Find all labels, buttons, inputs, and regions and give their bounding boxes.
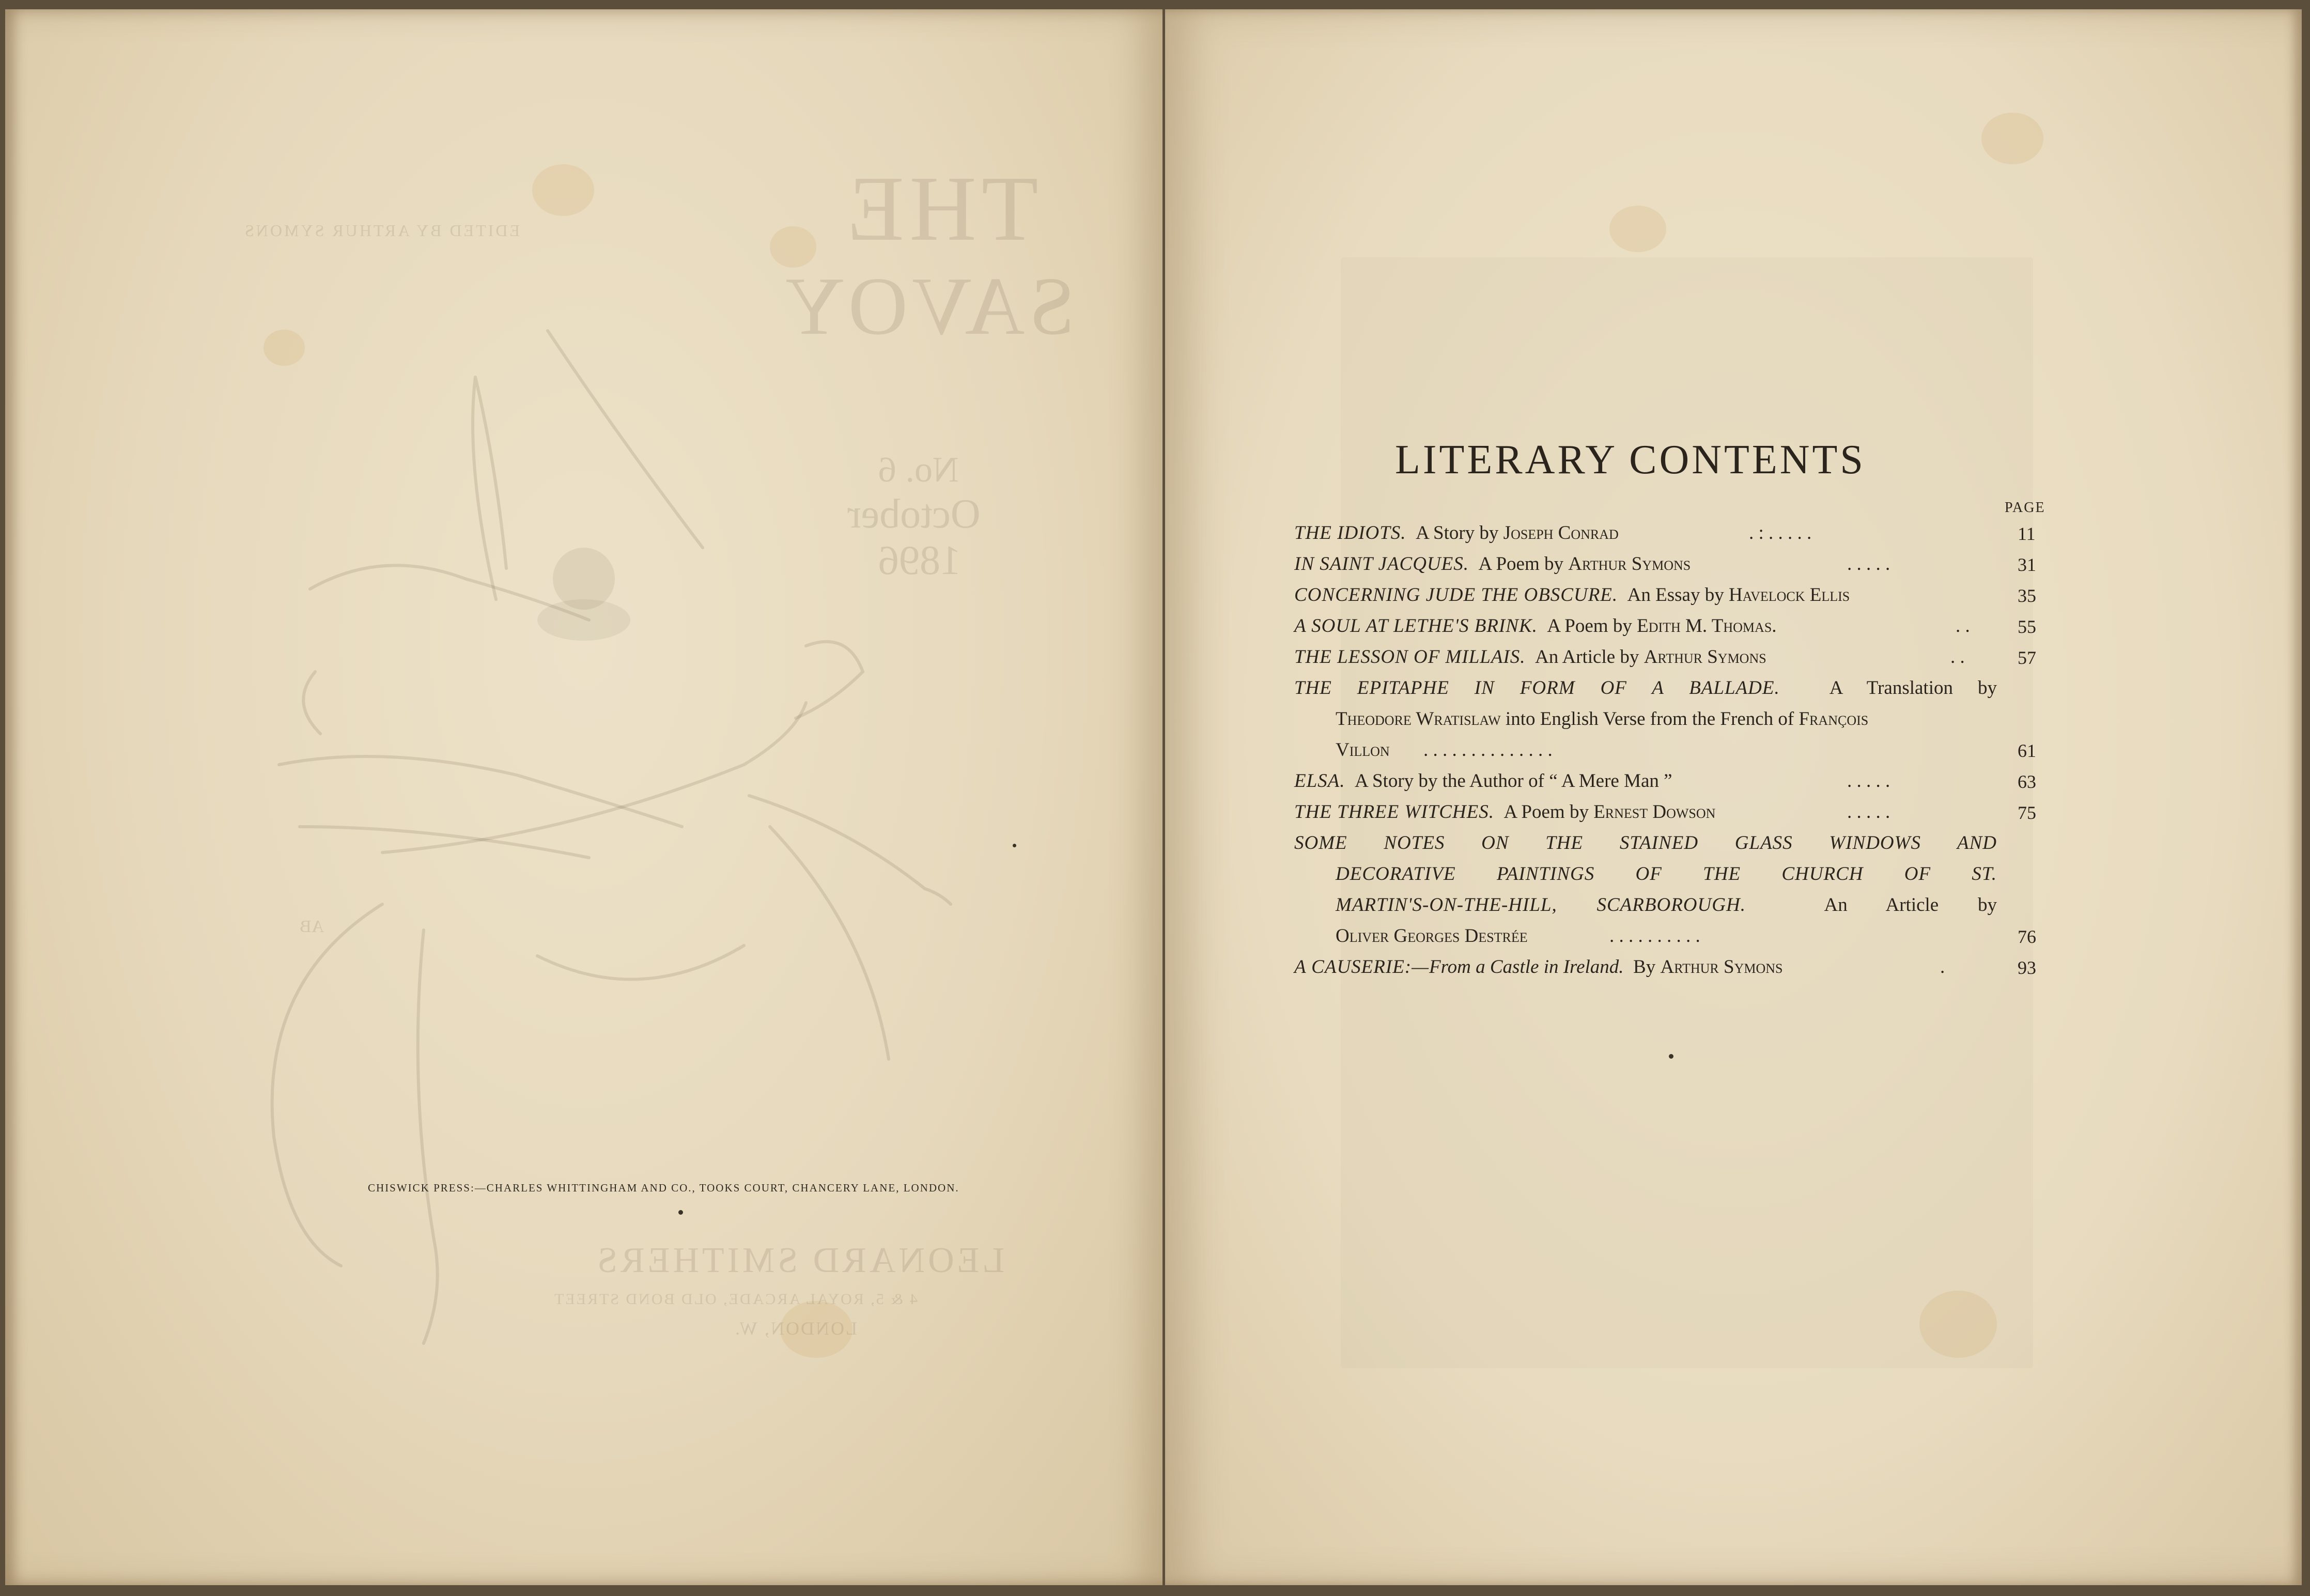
ghost-title-line2: SAVOY	[780, 260, 1075, 352]
toc-desc: By	[1633, 956, 1661, 978]
toc-leaders: . . . . . . . . . .	[1609, 925, 1700, 947]
page-column-label: PAGE	[2005, 500, 2045, 516]
foxing-spot	[1919, 1291, 1997, 1358]
toc-page-number: 61	[2018, 740, 2036, 761]
toc-author: Joseph Conrad	[1503, 522, 1619, 544]
toc-entry-continuation	[1336, 894, 1997, 920]
toc-entry-continuation	[1336, 708, 1997, 734]
toc-entry	[1294, 646, 1997, 672]
toc-author: Arthur Symons	[1568, 553, 1691, 575]
toc-entry	[1294, 677, 1997, 703]
ghost-horse-back	[382, 703, 806, 853]
printer-imprint: CHISWICK PRESS:—CHARLES WHITTINGHAM AND CO., TOOKS COURT, CHANCERY LANE, LONDON.	[368, 1182, 959, 1194]
toc-entry	[1294, 801, 1997, 827]
foxing-spot	[1609, 206, 1666, 252]
toc-leaders: . : . . . . .	[1749, 522, 1812, 544]
foxing-spot	[1981, 113, 2043, 164]
ghost-lance	[548, 331, 703, 548]
toc-page-number: 35	[2018, 585, 2036, 606]
toc-page-number: 75	[2018, 802, 2036, 823]
toc-leaders: .	[1940, 956, 1945, 978]
toc-title: THE EPITAPHE IN FORM OF A BALLADE.	[1294, 677, 1780, 699]
toc-title: A SOUL AT LETHE'S BRINK.	[1294, 615, 1538, 637]
toc-page-number: 93	[2018, 957, 2036, 978]
toc-desc: A Story by the Author of “ A Mere Man ”	[1355, 770, 1672, 792]
toc-leaders: . .	[1950, 646, 1965, 668]
toc-entry	[1294, 522, 1997, 548]
toc-title: IN SAINT JACQUES.	[1294, 553, 1469, 575]
toc-title: ELSA.	[1294, 770, 1345, 792]
ghost-publisher-address: 4 & 5, ROYAL ARCADE, OLD BOND STREET	[553, 1291, 918, 1308]
toc-entry-continuation	[1336, 925, 1997, 951]
ghost-monogram: AB	[300, 917, 324, 936]
ghost-title-line1: THE	[842, 157, 1038, 260]
toc-title: CONCERNING JUDE THE OBSCURE.	[1294, 584, 1618, 606]
speck	[1013, 844, 1016, 847]
toc-leaders: . .	[1956, 615, 1970, 637]
ghost-cloak	[303, 565, 589, 734]
toc-leaders: . . . . .	[1847, 770, 1890, 792]
toc-author: François	[1799, 708, 1869, 730]
toc-desc: A Story by	[1416, 522, 1503, 544]
toc-author: Villon	[1336, 739, 1390, 761]
ghost-hindleg	[418, 930, 438, 1343]
contents-heading: LITERARY CONTENTS	[1395, 437, 1866, 483]
toc-leaders: . . . . .	[1847, 553, 1890, 575]
ghost-belly	[537, 946, 744, 979]
ghost-foreleg	[749, 796, 951, 1059]
toc-page-number: 63	[2018, 771, 2036, 792]
toc-entry	[1294, 553, 1997, 579]
toc-entry	[1294, 770, 1997, 796]
ghost-wing	[279, 756, 682, 858]
toc-page-number: 76	[2018, 926, 2036, 947]
toc-page-number: 11	[2018, 523, 2036, 544]
toc-author: Theodore Wratislaw	[1336, 708, 1501, 730]
toc-desc: An Article by	[1824, 894, 1997, 916]
toc-entry-continuation	[1336, 739, 1997, 765]
toc-entry	[1294, 615, 1997, 641]
toc-leaders: . . . . .	[1847, 801, 1890, 823]
foxing-spot	[532, 164, 594, 216]
toc-author: Ernest Dowson	[1593, 801, 1716, 823]
ghost-pierrot-ruff	[537, 599, 630, 641]
ghost-illustration	[227, 310, 1075, 1395]
toc-entry-continuation	[1336, 863, 1997, 889]
speck	[1669, 1054, 1673, 1059]
right-page	[1165, 9, 2302, 1585]
toc-title: THE LESSON OF MILLAIS.	[1294, 646, 1526, 668]
toc-desc: An Article by	[1535, 646, 1644, 668]
ghost-issue-year: 1896	[878, 538, 961, 583]
toc-entry	[1294, 832, 1997, 858]
toc-author: Arthur Symons	[1644, 646, 1766, 668]
ghost-edited-by: EDITED BY ARTHUR SYMONS	[243, 221, 520, 240]
ghost-publisher: LEONARD SMITHERS	[594, 1241, 1005, 1280]
toc-title: A CAUSERIE:—	[1294, 956, 1430, 978]
toc-desc: A Translation by	[1829, 677, 1997, 699]
toc-desc: A Poem by	[1547, 615, 1637, 637]
toc-page-number: 31	[2018, 554, 2036, 575]
ghost-issue-month: October	[847, 491, 981, 537]
printers-dot	[678, 1210, 683, 1215]
toc-author: Havelock Ellis	[1728, 584, 1850, 606]
toc-page-number: 57	[2018, 647, 2036, 668]
toc-entry	[1294, 584, 1997, 610]
toc-title: THE THREE WITCHES.	[1294, 801, 1494, 823]
ghost-banner	[473, 377, 506, 599]
toc-title: DECORATIVE PAINTINGS OF THE CHURCH OF ST.	[1336, 863, 1997, 885]
ghost-publisher-city: LONDON, W.	[734, 1318, 858, 1339]
toc-entry	[1294, 956, 1997, 982]
toc-title: SOME NOTES ON THE STAINED GLASS WINDOWS AND	[1294, 832, 1997, 854]
toc-leaders: . . . . . . . . . . . . . .	[1423, 739, 1553, 761]
toc-desc: A Poem by	[1503, 801, 1594, 823]
ghost-issue-no: No. 6	[878, 450, 959, 490]
toc-title: THE IDIOTS.	[1294, 522, 1406, 544]
toc-author: Arthur Symons	[1660, 956, 1783, 978]
toc-author: Oliver Georges Destrée	[1336, 925, 1528, 947]
toc-title: MARTIN'S-ON-THE-HILL, SCARBOROUGH.	[1336, 894, 1746, 916]
ghost-tail	[272, 904, 382, 1266]
toc-desc: An Essay by	[1627, 584, 1729, 606]
toc-page-number: 55	[2018, 616, 2036, 637]
toc-desc: into English Verse from the French of	[1500, 708, 1799, 730]
toc-author: Edith M. Thomas.	[1637, 615, 1777, 637]
toc-desc: A Poem by	[1478, 553, 1569, 575]
toc-subtitle: From a Castle in Ireland.	[1429, 956, 1624, 978]
